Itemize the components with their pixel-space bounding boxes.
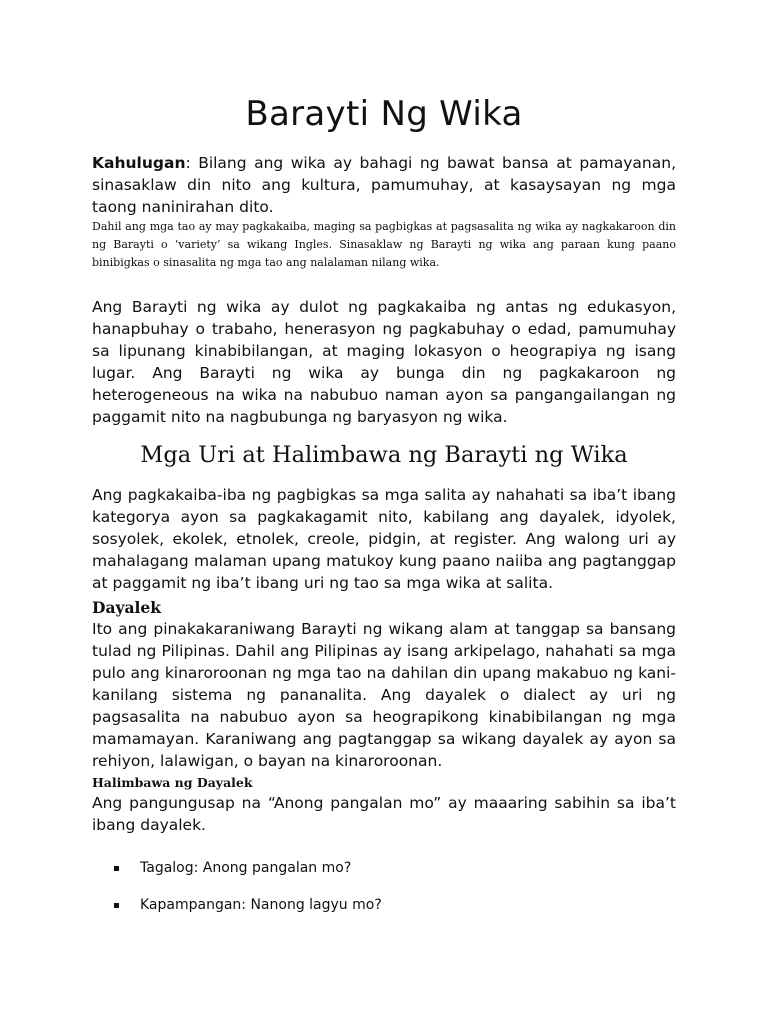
paragraph-barayti-cause: Ang Barayti ng wika ay dulot ng pagkakaiba ng antas ng edukasyon, hanapbuhay o trabaho, henerasyon ng pagkabuhay o edad, pamumuhay sa lipunang kinabibilangan, at maging lokasyon o heograpiya ng isang lugar. Ang Barayti ng wika ay bunga din ng pagkakaroon ng heterogeneous na wika na nabubuo naman ayon sa pangangailangan ng paggamit nito na nagbubunga ng baryasyon ng wika. xyxy=(92,298,676,426)
dayalek-example-heading: Halimbawa ng Dayalek xyxy=(92,775,253,790)
list-item xyxy=(114,858,676,878)
dayalek-example-intro: Ang pangungusap na “Anong pangalan mo” ay maaaring sabihin sa iba’t ibang dayalek. xyxy=(92,794,676,834)
definition-term: Kahulugan xyxy=(92,154,186,172)
dayalek-heading: Dayalek xyxy=(92,598,162,617)
paragraph-categories: Ang pagkakaiba-iba ng pagbigkas sa mga salita ay nahahati sa iba’t ibang kategorya ayon sa pagkakagamit nito, kabilang ang dayalek, idyolek, sosyolek, ekolek, etnolek, creole, pidgin, at register. Ang walong uri ay mahalagang malaman upang matukoy kung paano naiiba ang pagtanggap at paggamit ng iba’t ibang uri ng tao sa mga wika at salita. xyxy=(92,486,676,592)
dayalek-body: Ito ang pinakakaraniwang Barayti ng wikang alam at tanggap sa bansang tulad ng Pilipinas. Dahil ang Pilipinas ay isang arkipelago, nahahati sa mga pulo ang kinaroroonan ng mga tao na dahilan din upang makabuo ng kani-kanilang sistema ng pananalita. Ang dayalek o dialect ay uri ng pagsasalita na nabubuo ayon sa heograpikong kinabibilangan ng mga mamamayan. Karaniwang ang pagtanggap sa wikang dayalek ay ayon sa rehiyon, lalawigan, o bayan na kinaroroonan. xyxy=(92,620,676,770)
definition-paragraph xyxy=(92,152,676,218)
list-item xyxy=(114,895,676,915)
square-bullet-icon xyxy=(114,903,119,908)
list-item-text: Tagalog: Anong pangalan mo? xyxy=(140,860,352,876)
square-bullet-icon xyxy=(114,866,119,871)
section-heading: Mga Uri at Halimbawa ng Barayti ng Wika xyxy=(140,442,628,468)
definition-small-text: Dahil ang mga tao ay may pagkakaiba, maging sa pagbigkas at pagsasalita ng wika ay nagkakaroon din ng Barayti o ‘variety’ sa wikang Ingles. Sinasaklaw ng Barayti ng wika ang paraan kung paano binibigkas o sinasalita ng mga tao ang nalalaman nilang wika. xyxy=(92,220,676,269)
list-item-text: Kapampangan: Nanong lagyu mo? xyxy=(140,897,382,913)
document-title: Barayti Ng Wika xyxy=(245,94,523,134)
dayalek-example-list xyxy=(92,858,676,915)
definition-text: : Bilang ang wika ay bahagi ng bawat bansa at pamayanan, sinasaklaw din nito ang kultura, pamumuhay, at kasaysayan ng mga taong naninirahan dito. xyxy=(92,154,676,216)
